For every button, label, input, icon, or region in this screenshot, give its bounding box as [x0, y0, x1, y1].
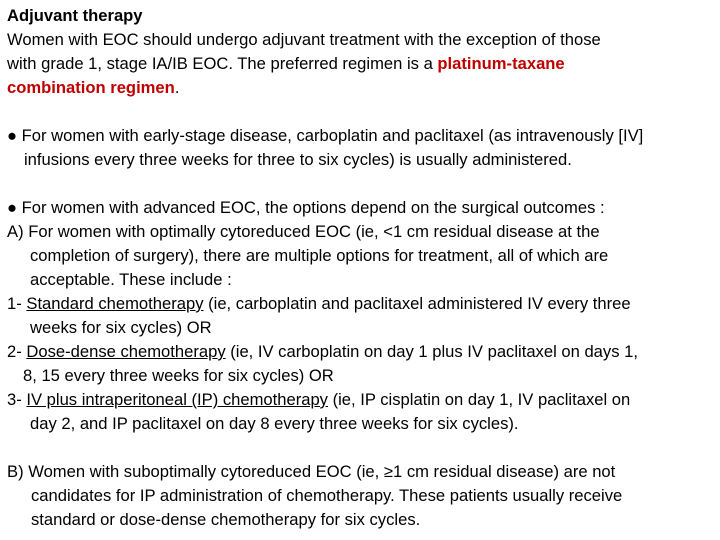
- early-stage-bullet: ● For women with early-stage disease, carboplatin and paclitaxel (as intravenously [IV]: [7, 126, 644, 145]
- option-1-cont: weeks for six cycles) OR: [30, 318, 212, 337]
- intro-period: .: [174, 78, 180, 97]
- intro-line-3: [7, 76, 179, 100]
- option-b-line-2: candidates for IP administration of chemotherapy. These patients usually receive: [31, 486, 623, 505]
- early-stage-bullet-cont: infusions every three weeks for three to six cycles) is usually administered.: [24, 150, 572, 169]
- option-1: [7, 292, 631, 316]
- intro-line-1: Women with EOC should undergo adjuvant treatment with the exception of those: [7, 30, 601, 49]
- standard-chemotherapy-link[interactable]: Standard chemotherapy: [26, 294, 204, 313]
- option-2-cont: 8, 15 every three weeks for six cycles) OR: [23, 366, 334, 385]
- regimen-highlight: platinum-taxane: [437, 54, 565, 73]
- option-3-cont: day 2, and IP paclitaxel on day 8 every three weeks for six cycles).: [30, 414, 519, 433]
- option-a-line-3: acceptable. These include :: [30, 270, 232, 289]
- option-2: [7, 340, 638, 364]
- option-1-text: (ie, carboplatin and paclitaxel administered IV every three: [203, 294, 631, 313]
- option-b-line-1: B) Women with suboptimally cytoreduced EOC (ie, ≥1 cm residual disease) are not: [7, 462, 616, 481]
- dose-dense-chemotherapy-link[interactable]: Dose-dense chemotherapy: [26, 342, 226, 361]
- option-b-line-3: standard or dose-dense chemotherapy for six cycles.: [31, 510, 421, 529]
- option-1-prefix: 1-: [7, 294, 27, 313]
- option-a-line-2: completion of surgery), there are multiple options for treatment, all of which are: [30, 246, 609, 265]
- section-heading: Adjuvant therapy: [7, 6, 143, 25]
- option-3-text: (ie, IP cisplatin on day 1, IV paclitaxel on: [327, 390, 631, 409]
- option-2-prefix: 2-: [7, 342, 27, 361]
- intro-text: with grade 1, stage IA/IB EOC. The preferred regimen is a: [7, 54, 438, 73]
- option-2-text: (ie, IV carboplatin on day 1 plus IV paclitaxel on days 1,: [225, 342, 638, 361]
- option-a-line-1: A) For women with optimally cytoreduced EOC (ie, <1 cm residual disease at the: [7, 222, 600, 241]
- regimen-highlight-cont: combination regimen: [7, 78, 175, 97]
- advanced-bullet: ● For women with advanced EOC, the options depend on the surgical outcomes :: [7, 198, 605, 217]
- option-3: [7, 388, 630, 412]
- option-3-prefix: 3-: [7, 390, 27, 409]
- iv-ip-chemotherapy-link[interactable]: IV plus intraperitoneal (IP) chemotherapy: [26, 390, 328, 409]
- intro-line-2: [7, 52, 565, 76]
